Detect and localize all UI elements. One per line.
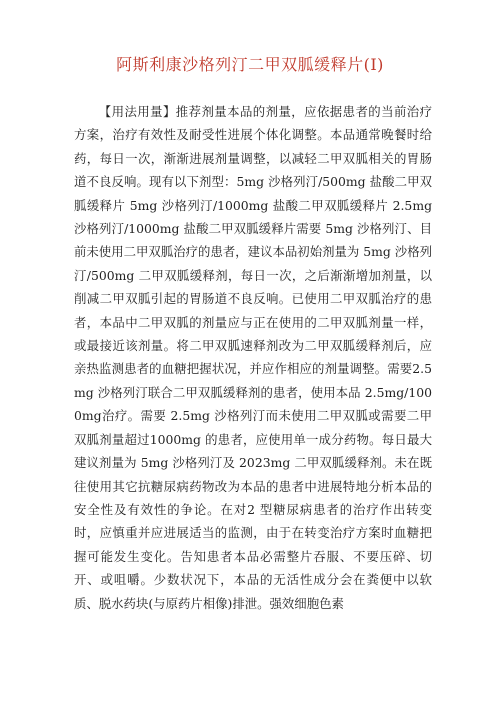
page-title: 阿斯利康沙格列汀二甲双胍缓释片(I): [116, 55, 384, 74]
body-paragraph: 【用法用量】推荐剂量本品的剂量，应依据患者的当前治疗方案，治疗有效性及耐受性进展个体化调整。本品通常晚餐时给药，每日一次，渐渐进展剂量调整，以减轻二甲双胍相关的胃肠道不良反响。现有以下剂型：5mg 沙格列汀/500mg 盐酸二甲双胍缓释片 5mg 沙格列汀/1000mg 盐酸二甲双胍缓释片 2.5mg 沙格列汀/1000mg 盐酸二甲双胍缓释片需要 5mg 沙格列汀、目前未使用二甲双胍治疗的患者，建议本品初始剂量为 5mg 沙格列汀/500mg 二甲双胍缓释剂，每日一次，之后渐渐增加剂量，以削减二甲双胍引起的胃肠道不良反响。已使用二甲双胍治疗的患者，本品中二甲双胍的剂量应与正在使用的二甲双胍剂量一样，或最接近该剂量。将二甲双胍速释剂改为二甲双胍缓释剂后，应亲热监测患者的血糖把握状况，并应作相应的剂量调整。需要2.5mg 沙格列汀联合二甲双胍缓释剂的患者，使用本品 2.5mg/1000mg治疗。需要 2.5mg 沙格列汀而未使用二甲双胍或需要二甲双胍剂量超过1000mg 的患者，应使用单一成分药物。每日最大建议剂量为 5mg 沙格列汀及 2023mg 二甲双胍缓释剂。未在既往使用其它抗糖尿病药物改为本品的患者中进展特地分析本品的安全性及有效性的争论。在对2 型糖尿病患者的治疗作出转变时，应慎重并应进展适当的监测，由于在转变治疗方案时血糖把握可能发生变化。告知患者本品必需整片吞服、不要压碎、切开、或咀嚼。少数状况下，本品的无活性成分会在粪便中以软质、脱水药块(与原药片相像)排泄。强效细胞色素: [74, 104, 432, 611]
